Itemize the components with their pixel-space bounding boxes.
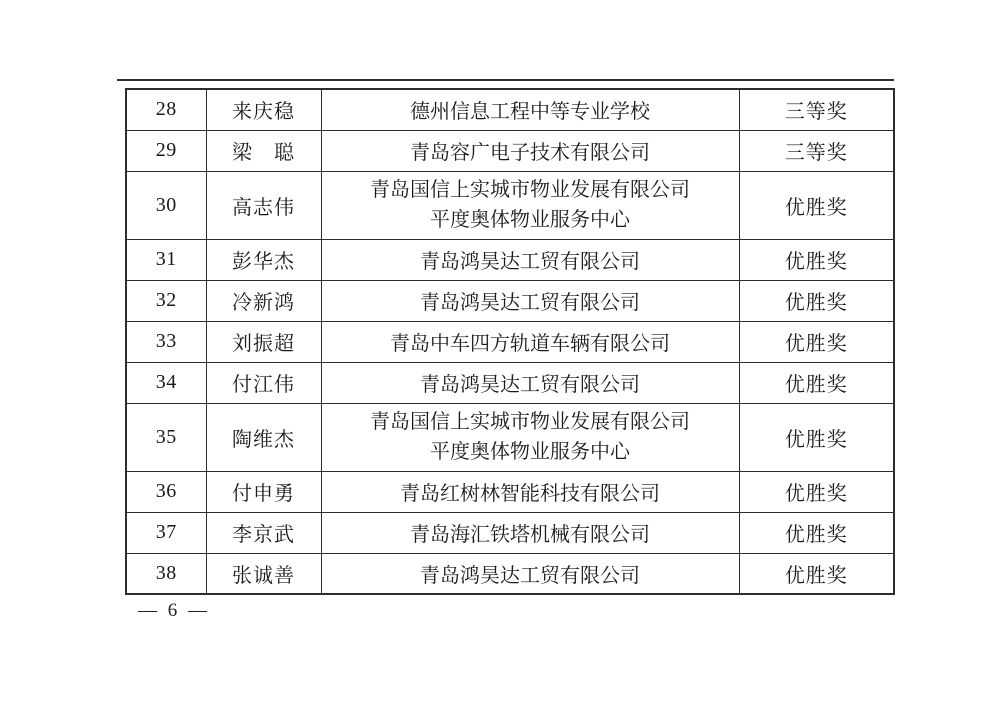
name-cell: 付江伟 [206,362,321,403]
name-cell: 刘振超 [206,321,321,362]
table-row [126,403,894,471]
row-number-cell: 38 [126,553,206,594]
table-row [126,239,894,280]
organization-line: 平度奥体物业服务中心 [430,441,630,463]
award-cell: 优胜奖 [739,362,894,403]
name-cell: 冷新鸿 [206,280,321,321]
name-cell: 李京武 [206,512,321,553]
award-cell: 优胜奖 [739,280,894,321]
table-row [126,130,894,171]
row-number-cell: 33 [126,321,206,362]
organization-cell [321,130,739,171]
row-number-cell: 37 [126,512,206,553]
organization-cell [321,321,739,362]
awards-table [125,88,895,595]
award-cell: 优胜奖 [739,321,894,362]
table-row [126,280,894,321]
table-row [126,512,894,553]
page-number: — 6 — [138,600,210,621]
organization-cell [321,239,739,280]
name-cell: 陶维杰 [206,403,321,471]
table-row [126,171,894,239]
table-row [126,471,894,512]
name-cell: 张诚善 [206,553,321,594]
table-row [126,321,894,362]
award-cell: 优胜奖 [739,171,894,239]
organization-line: 青岛容广电子技术有限公司 [410,142,650,164]
row-number-cell: 29 [126,130,206,171]
organization-line: 青岛海汇铁塔机械有限公司 [410,524,650,546]
organization-cell [321,553,739,594]
row-number-cell: 30 [126,171,206,239]
organization-line: 青岛国信上实城市物业发展有限公司 [370,411,690,433]
organization-line: 青岛鸿昊达工贸有限公司 [420,251,640,273]
row-number-cell: 28 [126,89,206,130]
table-row [126,89,894,130]
award-cell: 优胜奖 [739,471,894,512]
table-continuation-rule [117,79,894,81]
organization-line: 青岛鸿昊达工贸有限公司 [420,292,640,314]
organization-line: 德州信息工程中等专业学校 [410,101,650,124]
organization-line: 青岛红树林智能科技有限公司 [400,483,660,505]
organization-cell [321,280,739,321]
award-cell: 三等奖 [739,89,894,130]
organization-cell [321,471,739,512]
award-cell: 优胜奖 [739,512,894,553]
organization-cell [321,362,739,403]
row-number-cell: 32 [126,280,206,321]
organization-line: 平度奥体物业服务中心 [430,209,630,231]
award-cell: 优胜奖 [739,553,894,594]
name-cell: 付申勇 [206,471,321,512]
organization-line: 青岛国信上实城市物业发展有限公司 [370,179,690,201]
table-row [126,553,894,594]
row-number-cell: 34 [126,362,206,403]
organization-line: 青岛鸿昊达工贸有限公司 [420,564,640,587]
name-cell: 来庆稳 [206,89,321,130]
name-cell: 彭华杰 [206,239,321,280]
award-cell: 三等奖 [739,130,894,171]
award-cell: 优胜奖 [739,239,894,280]
row-number-cell: 35 [126,403,206,471]
organization-line: 青岛鸿昊达工贸有限公司 [420,374,640,396]
awards-table-body [126,89,894,594]
award-cell: 优胜奖 [739,403,894,471]
organization-line: 青岛中车四方轨道车辆有限公司 [390,333,670,355]
organization-cell [321,89,739,130]
row-number-cell: 36 [126,471,206,512]
organization-cell [321,171,739,239]
row-number-cell: 31 [126,239,206,280]
name-cell: 高志伟 [206,171,321,239]
table-row [126,362,894,403]
name-cell: 梁 聪 [206,130,321,171]
organization-cell [321,403,739,471]
organization-cell [321,512,739,553]
